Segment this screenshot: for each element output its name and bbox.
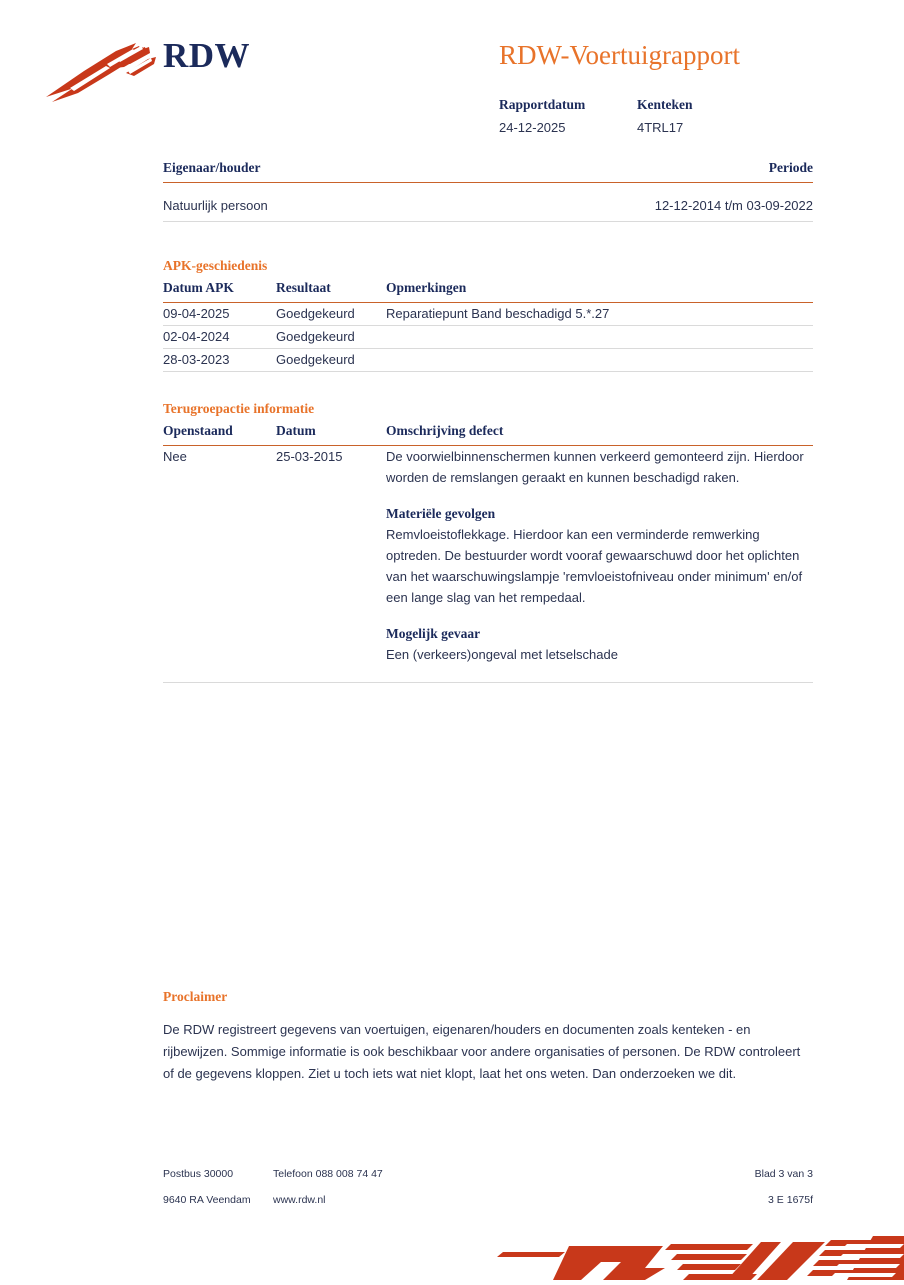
table-row (163, 183, 813, 222)
recall-date-value: 25-03-2015 (276, 449, 343, 465)
report-date-label: Rapportdatum (499, 97, 586, 112)
recall-detail-column (386, 446, 813, 681)
material-consequences-label: Materiële gevolgen (386, 506, 496, 522)
possible-danger-label: Mogelijk gevaar (386, 626, 481, 642)
owner-header-period: Periode (768, 160, 813, 175)
rdw-feather-logo-icon (44, 33, 162, 105)
possible-danger-text: Een (verkeers)ongeval met letselschade (386, 647, 618, 663)
license-plate-value: 4TRL17 (637, 119, 684, 135)
disclaimer-title: Proclaimer (163, 989, 228, 1004)
apk-header-row (163, 280, 813, 303)
owner-section (163, 160, 813, 222)
material-consequences-text: Remvloeistoflekkage. Hierdoor kan een verminderde remwerking optreden. De bestuurder wordt vooraf gewaarschuwd door het oplichten van het waarschuwingslampje 'remvloeistofniveau onder minimum' en/of een lange slag van het rempedaal. (386, 527, 803, 606)
recall-open-value: Nee (163, 449, 187, 465)
table-row (163, 303, 813, 326)
report-date-block (499, 97, 585, 136)
recall-section (163, 401, 813, 683)
recall-defect-description: De voorwielbinnenschermen kunnen verkeerd gemonteerd zijn. Hierdoor worden de remslangen geraakt en kunnen beschadigd raken. (386, 449, 804, 486)
page-title: RDW-Voertuigrapport (499, 40, 740, 70)
recall-header-defect: Omschrijving defect (386, 423, 504, 439)
apk-header-result: Resultaat (276, 280, 331, 296)
owner-header-holder: Eigenaar/houder (163, 160, 261, 175)
rdw-speed-stripes-icon (495, 1228, 904, 1280)
apk-section-title: APK-geschiedenis (163, 258, 268, 273)
apk-header-date: Datum APK (163, 280, 234, 296)
apk-result: Goedgekeurd (276, 352, 355, 368)
table-row (163, 349, 813, 372)
owner-holder-value: Natuurlijk persoon (163, 198, 268, 213)
apk-date: 02-04-2024 (163, 329, 230, 345)
license-plate-label: Kenteken (637, 97, 693, 112)
apk-header-remarks: Opmerkingen (386, 280, 467, 296)
apk-result: Goedgekeurd (276, 329, 355, 345)
footer-phone: Telefoon 088 008 74 47 (273, 1168, 383, 1180)
apk-date: 28-03-2023 (163, 352, 230, 368)
footer-city: 9640 RA Veendam (163, 1194, 251, 1206)
footer-po-box: Postbus 30000 (163, 1168, 234, 1180)
footer-website[interactable]: www.rdw.nl (273, 1194, 326, 1206)
owner-header-row (163, 160, 813, 183)
disclaimer-text: De RDW registreert gegevens van voertuigen, eigenaren/houders en documenten zoals kenteken - en rijbewijzen. Sommige informatie is ook beschikbaar voor andere organisaties of personen. De RDW controleert of de gegevens kloppen. Ziet u toch iets wat niet klopt, laat het ons weten. Dan onderzoeken we dit. (163, 1022, 801, 1081)
footer-form-code: 3 E 1675f (768, 1194, 813, 1206)
recall-header-open: Openstaand (163, 423, 233, 439)
apk-remarks: Reparatiepunt Band beschadigd 5.*.27 (386, 306, 610, 322)
apk-date: 09-04-2025 (163, 306, 230, 322)
report-date-value: 24-12-2025 (499, 119, 566, 135)
rdw-wordmark: RDW (163, 36, 251, 75)
footer-page-number: Blad 3 van 3 (754, 1168, 813, 1180)
owner-period-value: 12-12-2014 t/m 03-09-2022 (654, 198, 813, 213)
license-plate-block (637, 97, 693, 136)
apk-section (163, 258, 813, 372)
table-row (163, 326, 813, 349)
apk-result: Goedgekeurd (276, 306, 355, 322)
table-row (163, 446, 813, 682)
recall-header-row (163, 423, 813, 446)
recall-header-date: Datum (276, 423, 316, 439)
page-footer (163, 1168, 813, 1218)
disclaimer-section (163, 989, 813, 1085)
recall-section-title: Terugroepactie informatie (163, 401, 315, 416)
